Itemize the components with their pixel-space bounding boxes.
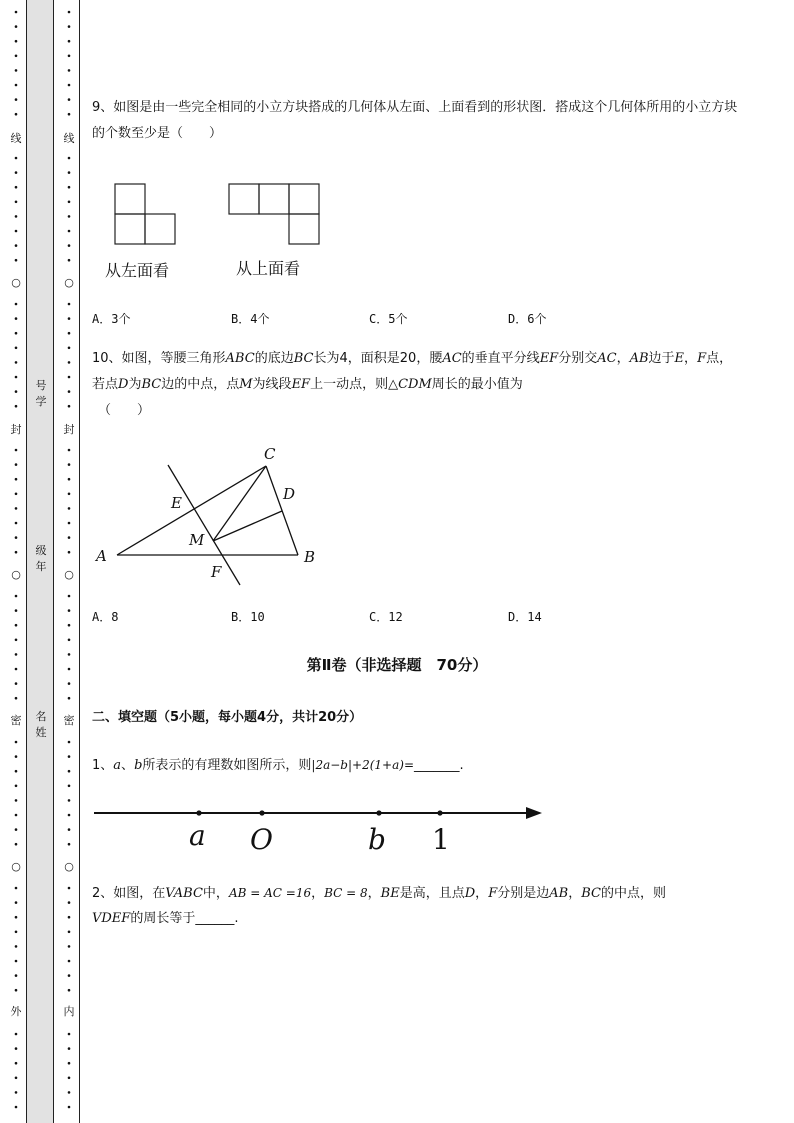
q9-option-d: D．6个	[508, 312, 547, 326]
margin-dot	[15, 230, 18, 233]
margin-dot	[68, 405, 71, 408]
margin-dot	[15, 303, 18, 306]
margin-dot	[15, 332, 18, 335]
margin-dot	[68, 259, 71, 262]
margin-dot	[15, 843, 18, 846]
q9-option-b: B．4个	[231, 312, 270, 326]
margin-dot	[15, 478, 18, 481]
fill2-text-line2: VDEF的周长等于______.	[92, 911, 239, 926]
margin-dot	[15, 799, 18, 802]
margin-dot	[15, 463, 18, 466]
margin-dot	[15, 814, 18, 817]
section-title: 第Ⅱ卷（非选择题 70分）	[306, 656, 488, 674]
label-C: C	[264, 445, 276, 463]
margin-dot	[15, 186, 18, 189]
point-a	[196, 810, 201, 815]
margin-dot	[15, 595, 18, 598]
fill1-text: 1、a、b所表示的有理数如图所示，则|2a−b|+2(1+a)=_______.	[92, 758, 464, 773]
margin-dot	[68, 390, 71, 393]
margin-circle: ○	[62, 861, 76, 873]
fill2-text: 2、如图，在VABC中，AB = AC =16，BC = 8，BE是高，且点D，F分别是边AB，BC的中点，则	[92, 886, 666, 901]
margin-dot	[15, 98, 18, 101]
margin-dot	[68, 945, 71, 948]
margin-dot	[15, 1062, 18, 1065]
point-1	[437, 810, 442, 815]
margin-dot	[68, 1062, 71, 1065]
margin-dot	[15, 639, 18, 642]
label-one: 1	[432, 823, 450, 856]
margin-dot	[68, 887, 71, 890]
margin-dot	[15, 55, 18, 58]
margin-dot	[68, 551, 71, 554]
margin-dot	[68, 624, 71, 627]
margin-dot	[68, 84, 71, 87]
margin-dot	[68, 69, 71, 72]
margin-dot	[15, 989, 18, 992]
label-b: b	[368, 823, 386, 856]
margin-mark-xian-outer: 线	[10, 132, 22, 145]
margin-dot	[68, 493, 71, 496]
margin-dot	[68, 25, 71, 28]
margin-dot	[68, 901, 71, 904]
margin-dot	[15, 317, 18, 320]
margin-circle: ○	[9, 569, 23, 581]
margin-dot	[15, 201, 18, 204]
margin-dot	[15, 916, 18, 919]
q10-triangle-figure	[90, 440, 330, 590]
q10-option-b: B．10	[231, 610, 265, 624]
margin-dot	[68, 347, 71, 350]
margin-dot	[15, 828, 18, 831]
margin-dot	[68, 478, 71, 481]
margin-dot	[15, 113, 18, 116]
margin-dot	[68, 814, 71, 817]
margin-circle: ○	[9, 277, 23, 289]
margin-dot	[68, 157, 71, 160]
margin-dot	[68, 201, 71, 204]
q9-views-figure	[110, 178, 330, 250]
left-view-cube	[115, 184, 145, 214]
margin-dot	[68, 98, 71, 101]
margin-dot	[68, 989, 71, 992]
margin-dot	[15, 347, 18, 350]
margin-dot	[15, 945, 18, 948]
margin-dot	[68, 974, 71, 977]
margin-dot	[15, 770, 18, 773]
fill2-answer-blank: ______	[195, 911, 235, 926]
margin-dot	[68, 1106, 71, 1109]
margin-dot	[68, 230, 71, 233]
margin-dot	[68, 507, 71, 510]
field-grade: 级年	[33, 543, 49, 575]
margin-dot	[15, 244, 18, 247]
margin-mark-mi-outer: 密	[10, 714, 22, 727]
margin-dot	[68, 595, 71, 598]
margin-dot	[68, 522, 71, 525]
margin-dot	[68, 741, 71, 744]
margin-mark-feng-inner: 封	[63, 423, 75, 436]
margin-dot	[15, 741, 18, 744]
margin-dot	[68, 303, 71, 306]
label-a: a	[189, 819, 206, 852]
number-line-figure	[90, 798, 550, 856]
left-view-cube	[115, 214, 145, 244]
margin-dot	[15, 522, 18, 525]
margin-dot	[15, 609, 18, 612]
margin-dot	[68, 171, 71, 174]
margin-dot	[68, 755, 71, 758]
margin-dot	[15, 901, 18, 904]
margin-dot	[68, 770, 71, 773]
margin-dot	[15, 1047, 18, 1050]
margin-dot	[15, 376, 18, 379]
top-view-cube	[289, 214, 319, 244]
margin-dot	[15, 1106, 18, 1109]
margin-dot	[68, 11, 71, 14]
q10-option-a: A．8	[92, 610, 119, 624]
margin-dot	[68, 697, 71, 700]
margin-dot	[68, 244, 71, 247]
label-B: B	[304, 548, 316, 566]
margin-dot	[15, 697, 18, 700]
margin-dot	[15, 974, 18, 977]
margin-dot	[68, 609, 71, 612]
margin-dot	[68, 639, 71, 642]
margin-dot	[68, 332, 71, 335]
q10-option-c: C．12	[369, 610, 403, 624]
margin-dot	[68, 113, 71, 116]
margin-dot	[15, 887, 18, 890]
label-D: D	[283, 485, 296, 503]
margin-mark-xian-inner: 线	[63, 132, 75, 145]
margin-dot	[15, 171, 18, 174]
label-A: A	[96, 547, 107, 565]
margin-dot	[68, 55, 71, 58]
top-view-cube	[259, 184, 289, 214]
q10-option-d: D．14	[508, 610, 542, 624]
q10-answer-blank: （ ）	[98, 403, 151, 418]
margin-circle: ○	[62, 277, 76, 289]
left-view-cube	[145, 214, 175, 244]
margin-dot	[15, 551, 18, 554]
margin-dot	[15, 390, 18, 393]
margin-dot	[68, 317, 71, 320]
margin-dot	[15, 507, 18, 510]
margin-dot	[15, 157, 18, 160]
margin-dot	[68, 931, 71, 934]
arrow-head	[526, 807, 542, 819]
margin-dot	[15, 960, 18, 963]
label-M: M	[189, 531, 205, 549]
margin-dot	[15, 449, 18, 452]
left-view-label: 从左面看	[105, 261, 170, 280]
margin-dot	[15, 1033, 18, 1036]
margin-dot	[68, 449, 71, 452]
margin-dot	[15, 84, 18, 87]
margin-dot	[15, 69, 18, 72]
margin-dot	[68, 960, 71, 963]
margin-dot	[68, 785, 71, 788]
top-view-cube	[289, 184, 319, 214]
point-b	[376, 810, 381, 815]
margin-dot	[68, 361, 71, 364]
margin-dot	[15, 11, 18, 14]
margin-dot	[68, 215, 71, 218]
q9-option-c: C．5个	[369, 312, 408, 326]
top-view-label: 从上面看	[236, 259, 301, 278]
margin-dot	[68, 463, 71, 466]
margin-dot	[15, 405, 18, 408]
margin-dot	[15, 536, 18, 539]
q9-text: 9、如图是由一些完全相同的小立方块搭成的几何体从左面、上面看到的形状图．搭成这个几何体所用的小立方块的个数至少是（ ）	[92, 100, 738, 141]
margin-dot	[68, 376, 71, 379]
margin-dot	[68, 1077, 71, 1080]
top-view-cube	[229, 184, 259, 214]
q9-option-a: A．3个	[92, 312, 131, 326]
field-student-number: 号学	[33, 378, 49, 410]
point-o	[259, 810, 264, 815]
margin-dot	[15, 361, 18, 364]
margin-dot	[15, 682, 18, 685]
margin-dot	[68, 799, 71, 802]
margin-dot	[68, 536, 71, 539]
margin-mark-mi-inner: 密	[63, 714, 75, 727]
margin-dot	[68, 1047, 71, 1050]
margin-dot	[68, 40, 71, 43]
margin-dot	[15, 493, 18, 496]
margin-dot	[68, 1091, 71, 1094]
margin-dot	[68, 682, 71, 685]
fill1-answer-blank: _______	[414, 758, 460, 773]
label-E: E	[171, 494, 182, 512]
margin-dot	[15, 931, 18, 934]
margin-dot	[15, 259, 18, 262]
margin-dot	[15, 25, 18, 28]
margin-dot	[15, 785, 18, 788]
field-name: 名姓	[33, 709, 49, 741]
margin-dot	[15, 1077, 18, 1080]
margin-dot	[68, 1033, 71, 1036]
margin-circle: ○	[9, 861, 23, 873]
margin-dot	[68, 843, 71, 846]
fill-in-heading: 二、填空题（5小题，每小题4分，共计20分）	[92, 710, 363, 725]
label-o: O	[250, 823, 273, 856]
margin-dot	[15, 215, 18, 218]
label-F: F	[211, 563, 222, 581]
q10-text: 10、如图，等腰三角形ABC的底边BC长为4，面积是20，腰AC的垂直平分线EF分别交AC，AB边于E，F点，若点D为BC边的中点，点M为线段EF上一动点，则△CDM周长的最小值为	[92, 351, 733, 392]
margin-mark-nei: 内	[63, 1005, 75, 1018]
margin-mark-wai: 外	[10, 1005, 22, 1018]
margin-dot	[15, 755, 18, 758]
margin-dot	[68, 828, 71, 831]
margin-dot	[68, 186, 71, 189]
margin-mark-feng-outer: 封	[10, 423, 22, 436]
margin-dot	[68, 916, 71, 919]
margin-circle: ○	[62, 569, 76, 581]
margin-dot	[15, 1091, 18, 1094]
margin-dot	[15, 40, 18, 43]
margin-dot	[15, 624, 18, 627]
